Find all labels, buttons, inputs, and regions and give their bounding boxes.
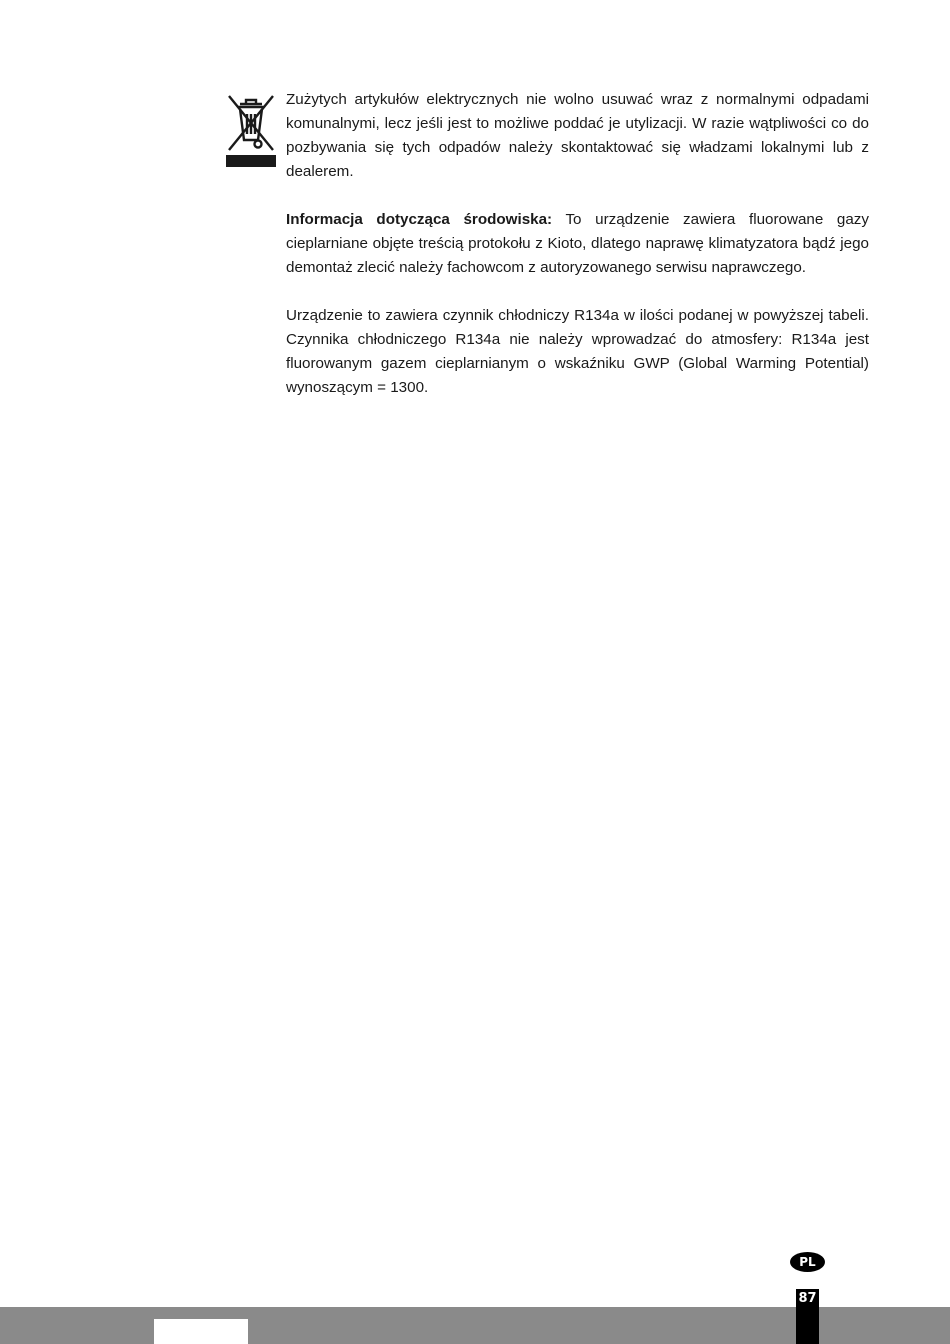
language-badge: PL: [790, 1252, 825, 1272]
refrigerant-paragraph: Urządzenie to zawiera czynnik chłodniczy R134a w ilości podanej w powyższej tabeli. Czynnika chłodniczego R134a nie należy wprowadzać do atmosfery: R134a jest fluorowanym gazem cieplarnianym o wskaźniku GWP (Global Warming Potential) wynoszącym = 1300.: [286, 307, 869, 396]
page-number: 87: [798, 1291, 817, 1306]
disposal-paragraph: Zużytych artykułów elektrycznych nie wolno usuwać wraz z normalnymi odpadami komunalnymi, lecz jeśli jest to możliwe poddać je utylizacji. W razie wątpliwości co do pozbywania się tych odpadów należy skontaktować się władzami lokalnymi lub z dealerem.: [286, 91, 869, 180]
footer-white-block: [154, 1319, 248, 1344]
environment-paragraph: [286, 208, 869, 280]
body-text: [286, 88, 869, 424]
environment-text: To urządzenie zawiera fluorowane gazy cieplarniane objęte treścią protokołu z Kioto, dlatego naprawę klimatyzatora bądź jego demontaż zlecić należy fachowcom z autoryzowanego serwisu naprawczego.: [286, 211, 869, 276]
environment-label: Informacja dotycząca środowiska:: [286, 211, 553, 228]
crossed-out-wheelie-bin-icon: [226, 92, 276, 168]
